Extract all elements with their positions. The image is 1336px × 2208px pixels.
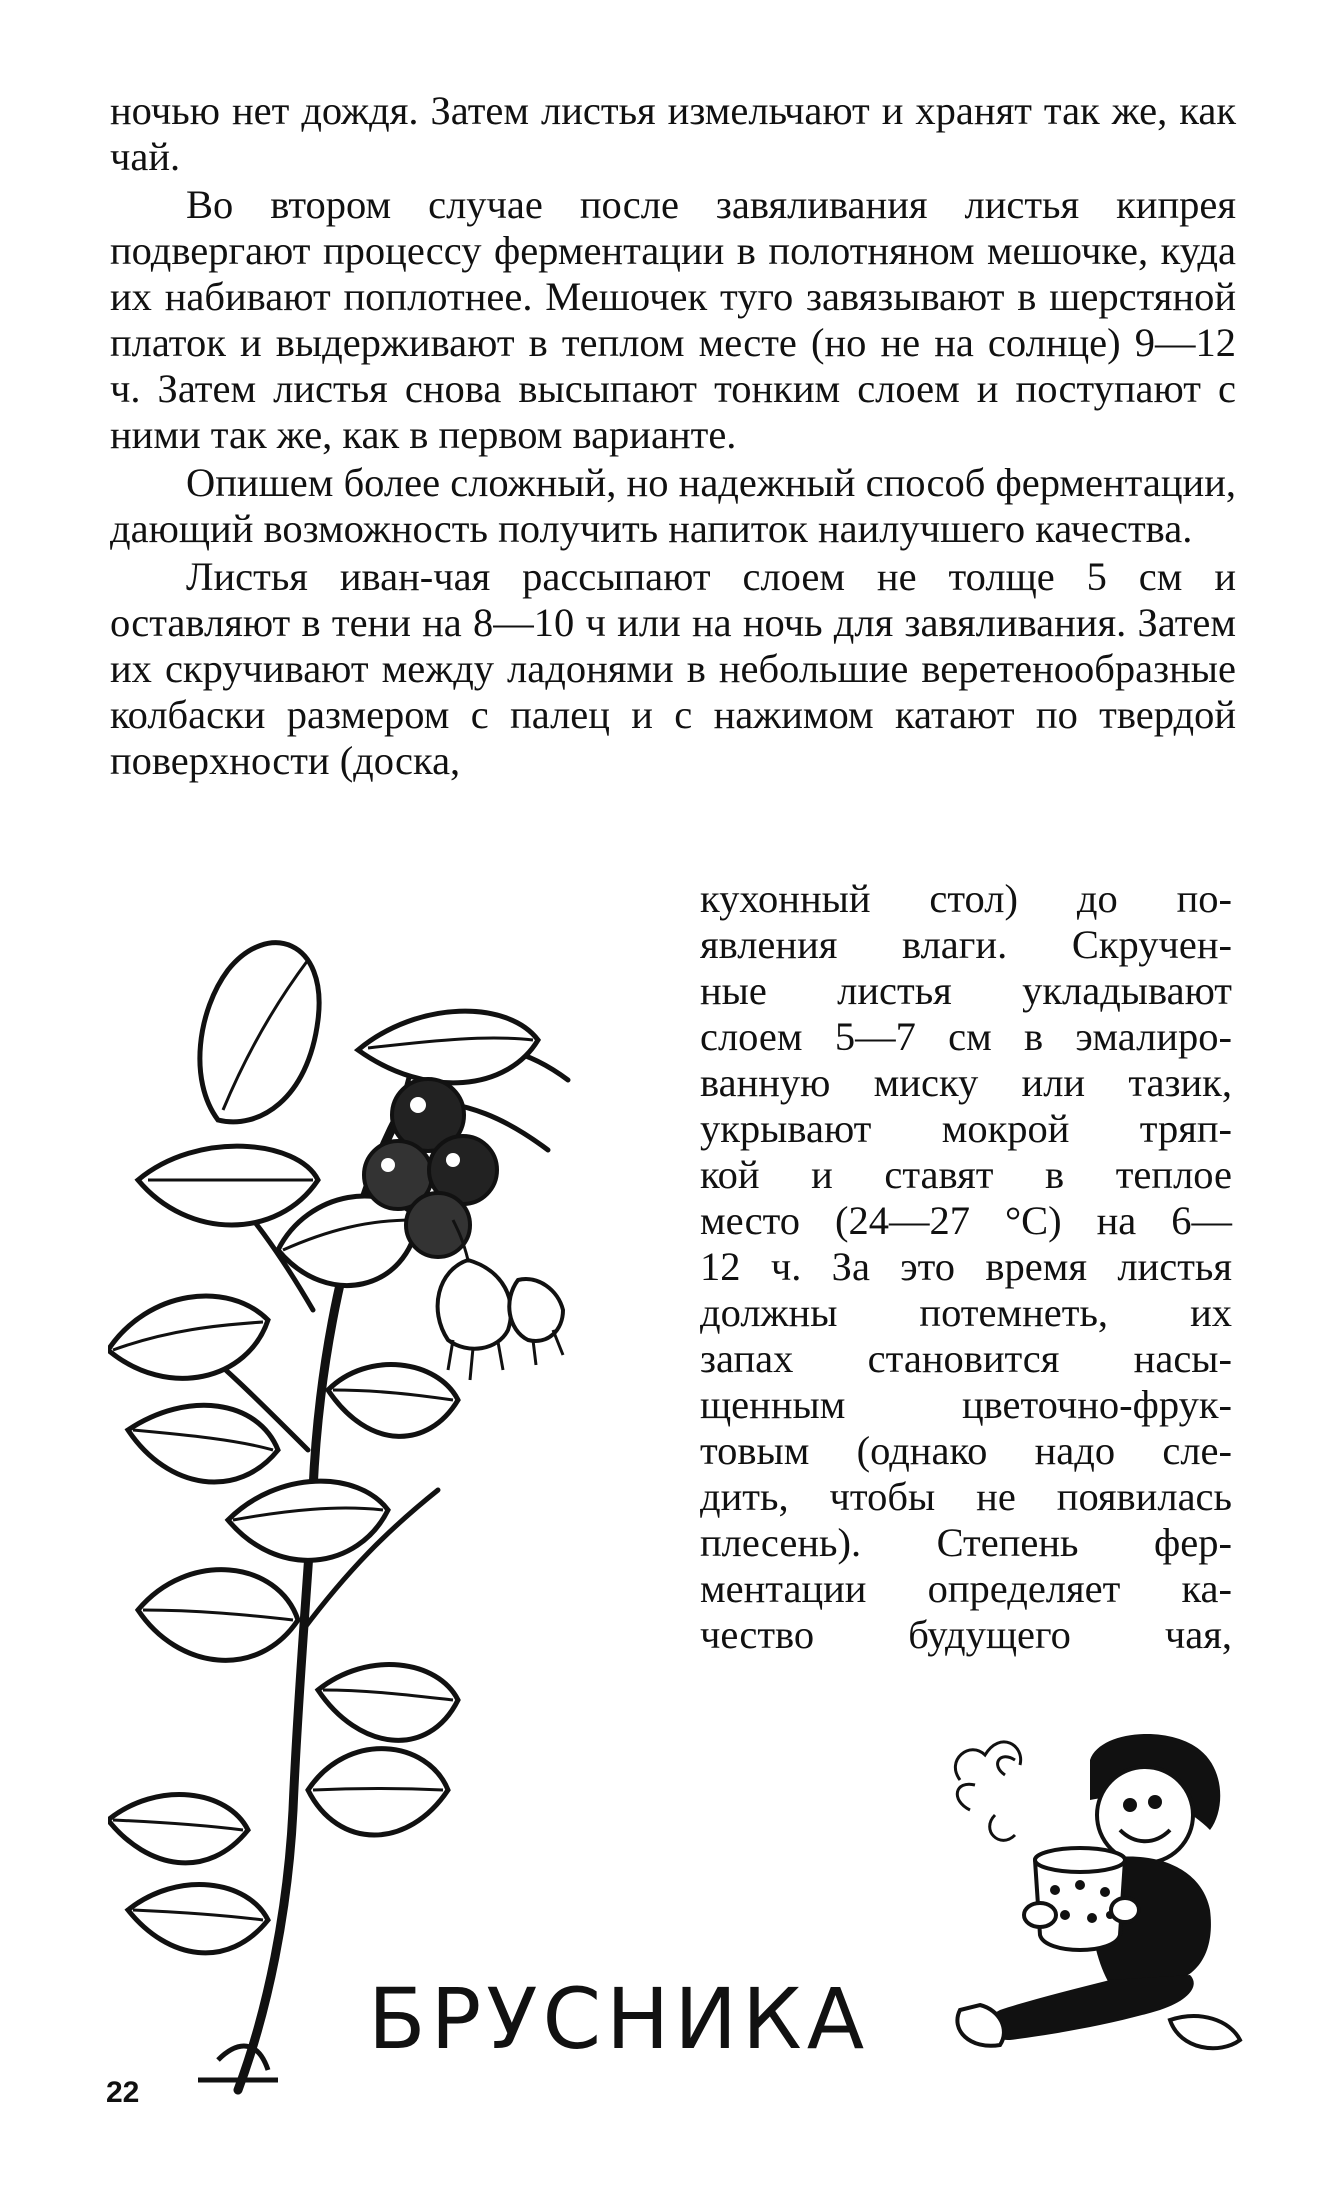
- column-line: дить, чтобы не появилась: [700, 1474, 1232, 1519]
- page-number: 22: [106, 2076, 140, 2109]
- column-line: ванную миску или тазик,: [700, 1060, 1232, 1105]
- column-line: укрывают мокрой тряп-: [700, 1106, 1232, 1151]
- column-line: кой и ставят в теплое: [700, 1152, 1232, 1197]
- paragraph-2: Во втором случае после завяливания листья кипрея подвергают процессу ферментации в полотняном мешочке, куда их набивают поплотнее. Мешочек туго завязывают в шерстяной платок и выдерживают в теплом месте (но не на солнце) 9—12 ч. Затем листья снова высыпают тонким слоем и поступают с ними так же, как в первом варианте.: [110, 182, 1236, 457]
- paragraph-3: Опишем более сложный, но надежный способ ферментации, дающий возможность получить напиток наилучшего качества.: [110, 460, 1236, 551]
- full-width-text: [110, 88, 1236, 786]
- paragraph-1: ночью нет дождя. Затем листья измельчают и хранят так же, как чай.: [110, 88, 1236, 179]
- column-line: должны потемнеть, их: [700, 1290, 1232, 1335]
- column-line: щенным цветочно-фрук-: [700, 1382, 1232, 1427]
- column-line: явления влаги. Скручен-: [700, 922, 1232, 967]
- column-line: место (24—27 °С) на 6—: [700, 1198, 1232, 1243]
- column-line: слоем 5—7 см в эмалиро-: [700, 1014, 1232, 1059]
- column-line: ные листья укладывают: [700, 968, 1232, 1013]
- column-line: товым (однако надо сле-: [700, 1428, 1232, 1473]
- boy-with-cup-icon: [940, 1720, 1250, 2060]
- column-line: плесень). Степень фер-: [700, 1520, 1232, 1565]
- right-column-text: [700, 876, 1232, 1658]
- column-line: запах становится насы-: [700, 1336, 1232, 1381]
- column-line: чество будущего чая,: [700, 1612, 1232, 1657]
- plant-caption: БРУСНИКА: [368, 1970, 870, 2068]
- column-line: кухонный стол) до по-: [700, 876, 1232, 921]
- column-line: 12 ч. За это время листья: [700, 1244, 1232, 1289]
- column-line: ментации определяет ка-: [700, 1566, 1232, 1611]
- lingonberry-branch-icon: [108, 930, 668, 2100]
- paragraph-4: Листья иван-чая рассыпают слоем не толще 5 см и оставляют в тени на 8—10 ч или на ночь для завяливания. Затем их скручивают между ладонями в небольшие веретенообразные колбаски размером с палец и с нажимом катают по твердой поверхности (доска,: [110, 554, 1236, 783]
